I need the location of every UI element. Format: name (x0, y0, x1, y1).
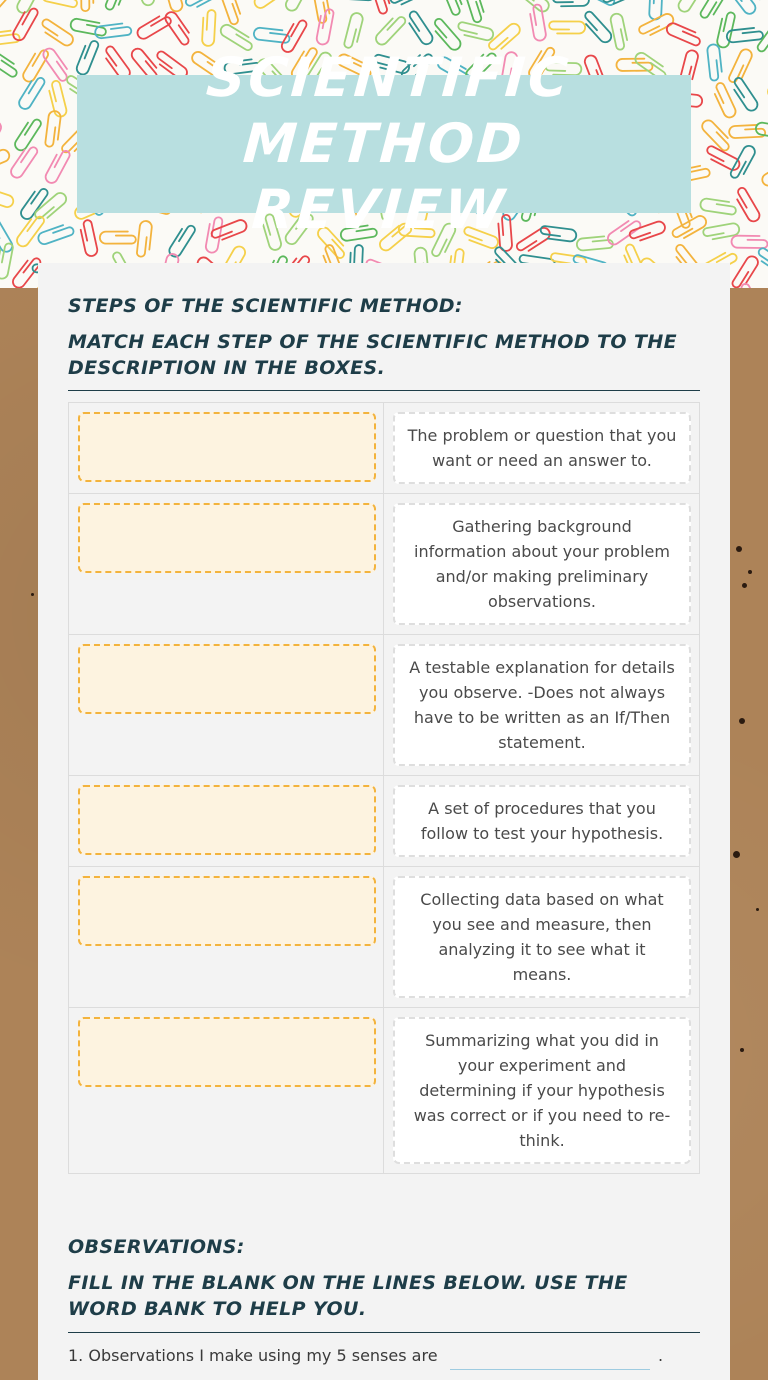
paper-clip-icon (135, 12, 172, 41)
paper-clip-icon (711, 82, 737, 120)
paper-clip-icon (726, 0, 757, 16)
paper-clip-icon (17, 74, 46, 111)
paper-clip-icon (163, 10, 193, 46)
answer-drop-zone[interactable] (78, 644, 376, 714)
description-card[interactable]: The problem or question that you want or need an answer to. (393, 412, 691, 484)
cardboard-speck (748, 570, 752, 574)
page-title (70, 45, 698, 243)
paper-clip-icon (700, 198, 737, 215)
match-table (68, 402, 700, 1174)
paper-clip-icon (343, 12, 364, 50)
answer-drop-zone[interactable] (78, 503, 376, 573)
cardboard-speck (740, 1048, 744, 1052)
paper-clip-icon (95, 23, 132, 39)
paper-clip-icon (105, 0, 129, 12)
paper-clip-icon (0, 148, 11, 173)
paper-clip-icon (219, 0, 242, 25)
paper-clip-icon (731, 254, 760, 288)
section-observations-instruction: FILL IN THE BLANK ON THE LINES BELOW. USE THE WORD BANK TO HELP YOU. (68, 1272, 628, 1320)
paper-clip-icon (43, 148, 71, 185)
paper-clip-icon (729, 144, 757, 181)
paper-clip-icon (0, 0, 16, 15)
section-observations-divider (68, 1332, 700, 1333)
paper-clip-icon (13, 116, 43, 153)
paper-clip-icon (549, 21, 585, 33)
paper-clip-icon (41, 0, 79, 8)
page-title-line-1: SCIENTIFIC METHOD (204, 46, 573, 175)
paper-clip-icon (70, 18, 108, 36)
paper-clip-icon (338, 0, 375, 1)
description-card[interactable]: A testable explanation for details you observe. -Does not always have to be written as an If/Then statement. (393, 644, 691, 766)
paper-clip-icon (284, 0, 312, 13)
paper-clip-icon (202, 10, 216, 47)
header-banner (0, 0, 768, 288)
paper-clip-icon (374, 13, 407, 47)
paper-clip-icon (131, 0, 156, 7)
question-1-period: . (658, 1346, 664, 1365)
paper-clip-icon (39, 18, 76, 48)
cardboard-speck (756, 908, 759, 911)
match-row (69, 494, 699, 635)
answer-drop-zone[interactable] (78, 876, 376, 946)
paper-clip-icon (731, 236, 767, 249)
paper-clip-icon (553, 0, 589, 6)
match-row (69, 403, 699, 494)
cardboard-speck (742, 583, 747, 588)
description-card[interactable]: Summarizing what you did in your experiment and determining if your hypothesis was correct or if you need to re-think. (393, 1017, 691, 1164)
paper-clip-icon (0, 186, 15, 209)
title-box (77, 46, 691, 241)
match-row (69, 776, 699, 867)
paper-clip-icon (733, 186, 762, 223)
paper-clip-icon (0, 30, 20, 46)
paper-clip-icon (405, 10, 435, 47)
paper-clip-icon (41, 46, 72, 82)
paper-clip-icon (440, 0, 465, 16)
description-card[interactable]: Collecting data based on what you see and measure, then analyzing it to see what it means. (393, 876, 691, 998)
paper-clip-icon (252, 0, 288, 10)
paper-clip-icon (760, 160, 768, 188)
answer-drop-zone[interactable] (78, 412, 376, 482)
paper-clip-icon (699, 0, 728, 21)
section-steps-divider (68, 390, 700, 391)
paper-clip-icon (457, 21, 495, 41)
section-observations-heading: OBSERVATIONS: (68, 1236, 245, 1258)
cardboard-speck (739, 718, 745, 724)
paper-clip-icon (316, 8, 334, 46)
answer-drop-zone[interactable] (78, 785, 376, 855)
paper-clip-icon (81, 0, 93, 11)
paper-clip-icon (729, 125, 766, 139)
question-1-blank-input[interactable] (450, 1350, 650, 1370)
cardboard-speck (736, 546, 742, 552)
section-steps-heading: STEPS OF THE SCIENTIFIC METHOD: (68, 295, 463, 317)
question-1-text: 1. Observations I make using my 5 senses are (68, 1346, 438, 1365)
answer-drop-zone[interactable] (78, 1017, 376, 1087)
match-row (69, 635, 699, 776)
paper-clip-icon (313, 0, 331, 24)
section-steps-instruction: MATCH EACH STEP OF THE SCIENTIFIC METHOD TO THE DESCRIPTION IN THE BOXES. (68, 331, 678, 379)
paper-clip-icon (464, 0, 486, 23)
paper-clip-icon (37, 222, 75, 245)
paper-clip-icon (703, 222, 741, 240)
paper-clip-icon (369, 0, 391, 15)
match-row (69, 1008, 699, 1174)
paper-clip-icon (162, 0, 183, 13)
description-card[interactable]: Gathering background information about your problem and/or making preliminary observations. (393, 503, 691, 625)
paper-clip-icon (389, 0, 427, 8)
cardboard-speck (31, 593, 34, 596)
description-card[interactable]: A set of procedures that you follow to test your hypothesis. (393, 785, 691, 857)
paper-clip-icon (11, 5, 39, 42)
paper-clip-icon (707, 44, 723, 81)
match-row (69, 867, 699, 1008)
paper-clip-icon (184, 0, 221, 11)
cardboard-speck (733, 851, 740, 858)
paper-clip-icon (0, 48, 20, 78)
page-title-line-2: REVIEW (249, 178, 510, 241)
paper-clip-icon (700, 118, 734, 152)
paper-clip-icon (21, 47, 50, 84)
paper-clip-icon (755, 247, 768, 277)
